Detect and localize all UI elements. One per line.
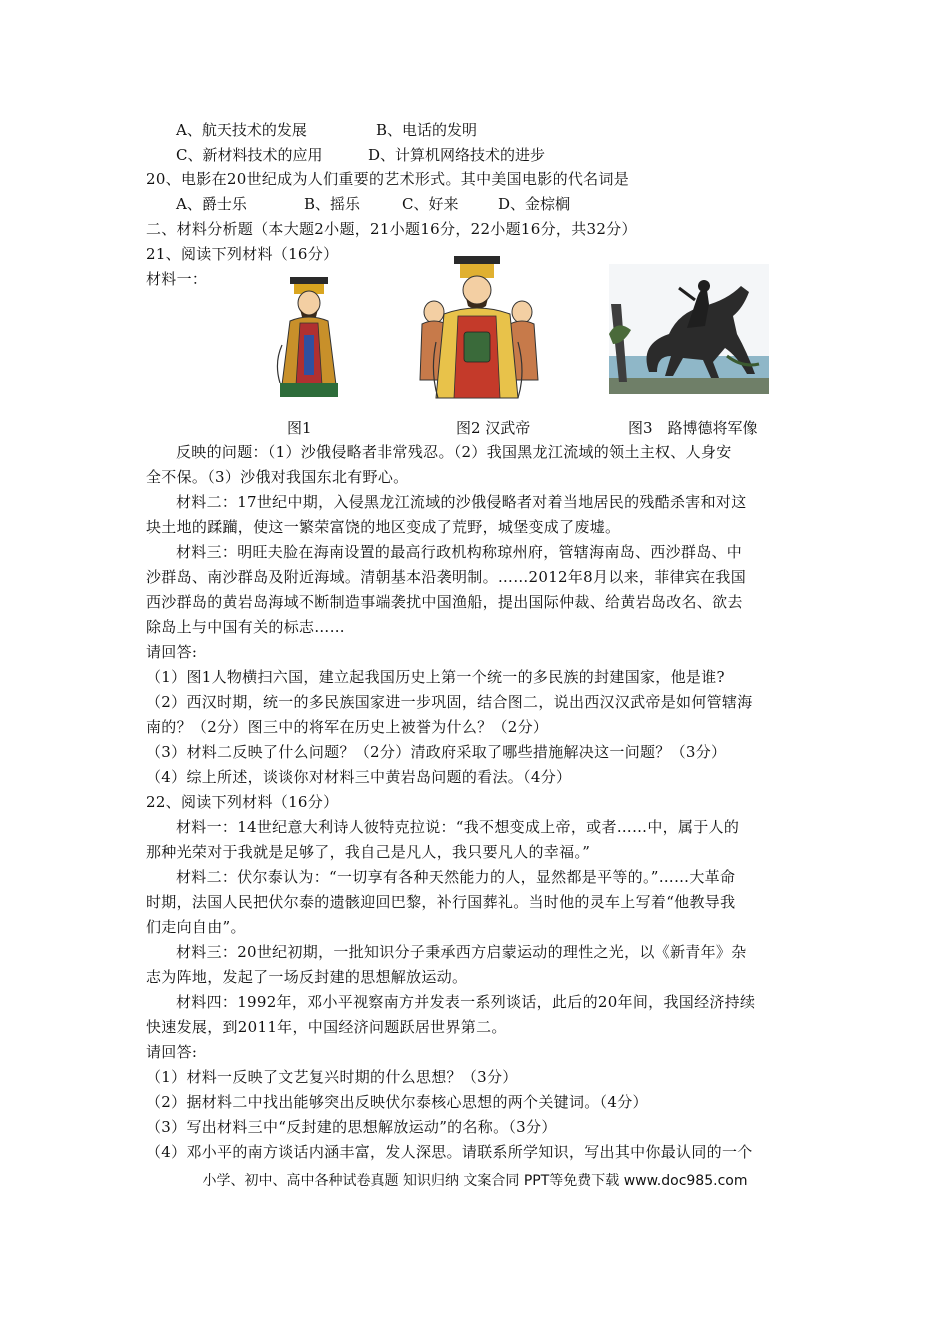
q21-line: 材料三：明旺夫脸在海南设置的最高行政机构称琼州府，管辖海南岛、西沙群岛、中 — [176, 543, 743, 561]
q22-line: 材料四：1992年，邓小平视察南方并发表一系列谈话，此后的20年间，我国经济持续 — [176, 993, 756, 1011]
figure-3-general-statue-image — [609, 264, 769, 394]
q22-question: （4）邓小平的南方谈话内涵丰富，发人深思。请联系所学知识，写出其中你最认同的一个 — [146, 1143, 753, 1161]
section-2-title: 二、材料分析题（本大题2小题，21小题16分，22小题16分，共32分） — [146, 220, 637, 238]
q22-line: 材料一：14世纪意大利诗人彼特克拉说：“我不想变成上帝，或者……中，属于人的 — [176, 818, 740, 836]
q20-option-c: C、好来 — [402, 195, 459, 213]
q22-question: （3）写出材料三中“反封建的思想解放运动”的名称。（3分） — [146, 1118, 557, 1136]
figure-2-caption: 图2 汉武帝 — [456, 419, 531, 437]
q21-line: 块土地的蹂躏，使这一繁荣富饶的地区变成了荒野，城堡变成了废墟。 — [146, 518, 621, 536]
q21-line: 沙群岛、南沙群岛及附近海域。清朝基本沿袭明制。……2012年8月以来，菲律宾在我国 — [146, 568, 747, 586]
q21-line: 反映的问题：（1）沙俄侵略者非常残忍。（2）我国黑龙江流域的领土主权、人身安 — [176, 443, 732, 461]
q21-question: 南的？（2分）图三中的将军在历史上被誉为什么？（2分） — [146, 718, 549, 736]
q20-option-d: D、金棕榈 — [498, 195, 571, 213]
q19-option-a: A、航天技术的发展 — [176, 121, 307, 139]
figure-1-caption: 图1 — [287, 419, 312, 437]
q22-line: 材料二：伏尔泰认为：“一切享有各种天然能力的人，显然都是平等的。”……大革命 — [176, 868, 736, 886]
q21-line: 请回答: — [146, 643, 198, 661]
q20-option-b: B、摇乐 — [304, 195, 361, 213]
q20-stem: 20、电影在20世纪成为人们重要的艺术形式。其中美国电影的代名词是 — [146, 170, 630, 188]
figure-1-emperor-image — [270, 275, 350, 403]
material-1-label: 材料一： — [146, 270, 208, 288]
q21-question: （4）综上所述，谈谈你对材料三中黄岩岛问题的看法。（4分） — [146, 768, 572, 786]
q22-question: （1）材料一反映了文艺复兴时期的什么思想？（3分） — [146, 1068, 518, 1086]
q22-line: 们走向自由”。 — [146, 918, 246, 936]
q21-question: （2）西汉时期，统一的多民族国家进一步巩固，结合图二，说出西汉汉武帝是如何管辖海 — [146, 693, 753, 711]
page-footer: 小学、初中、高中各种试卷真题 知识归纳 文案合同 PPT等免费下载 www.doc985.com — [202, 1173, 748, 1189]
q19-option-b: B、电话的发明 — [376, 121, 478, 139]
q22-line: 时期，法国人民把伏尔泰的遗骸迎回巴黎，补行国葬礼。当时他的灵车上写着“他教导我 — [146, 893, 736, 911]
figure-3-caption: 图3 路博德将军像 — [628, 419, 758, 437]
q22-heading: 22、阅读下列材料（16分） — [146, 793, 339, 811]
figure-2-han-wudi-image — [418, 252, 540, 402]
q22-line: 快速发展，到2011年，中国经济问题跃居世界第二。 — [146, 1018, 507, 1036]
q21-question: （1）图1人物横扫六国，建立起我国历史上第一个统一的多民族的封建国家，他是谁? — [146, 668, 725, 686]
q22-line: 那种光荣对于我就是足够了，我自己是凡人，我只要凡人的幸福。” — [146, 843, 591, 861]
q21-heading: 21、阅读下列材料（16分） — [146, 245, 339, 263]
q21-line: 材料二：17世纪中期，入侵黑龙江流域的沙俄侵略者对着当地居民的残酷杀害和对这 — [176, 493, 747, 511]
q22-line: 志为阵地，发起了一场反封建的思想解放运动。 — [146, 968, 468, 986]
q21-question: （3）材料二反映了什么问题？（2分）清政府采取了哪些措施解决这一问题？（3分） — [146, 743, 727, 761]
q20-option-a: A、爵士乐 — [176, 195, 247, 213]
q22-line: 材料三：20世纪初期，一批知识分子秉承西方启蒙运动的理性之光，以《新青年》杂 — [176, 943, 747, 961]
q21-line: 全不保。（3）沙俄对我国东北有野心。 — [146, 468, 409, 486]
q19-option-c: C、新材料技术的应用 — [176, 146, 323, 164]
q22-line: 请回答: — [146, 1043, 198, 1061]
q22-question: （2）据材料二中找出能够突出反映伏尔泰核心思想的两个关键词。（4分） — [146, 1093, 648, 1111]
q21-line: 西沙群岛的黄岩岛海域不断制造事端袭扰中国渔船，提出国际仲裁、给黄岩岛改名、欲去 — [146, 593, 743, 611]
q19-option-d: D、计算机网络技术的进步 — [368, 146, 546, 164]
q21-line: 除岛上与中国有关的标志…… — [146, 618, 345, 636]
